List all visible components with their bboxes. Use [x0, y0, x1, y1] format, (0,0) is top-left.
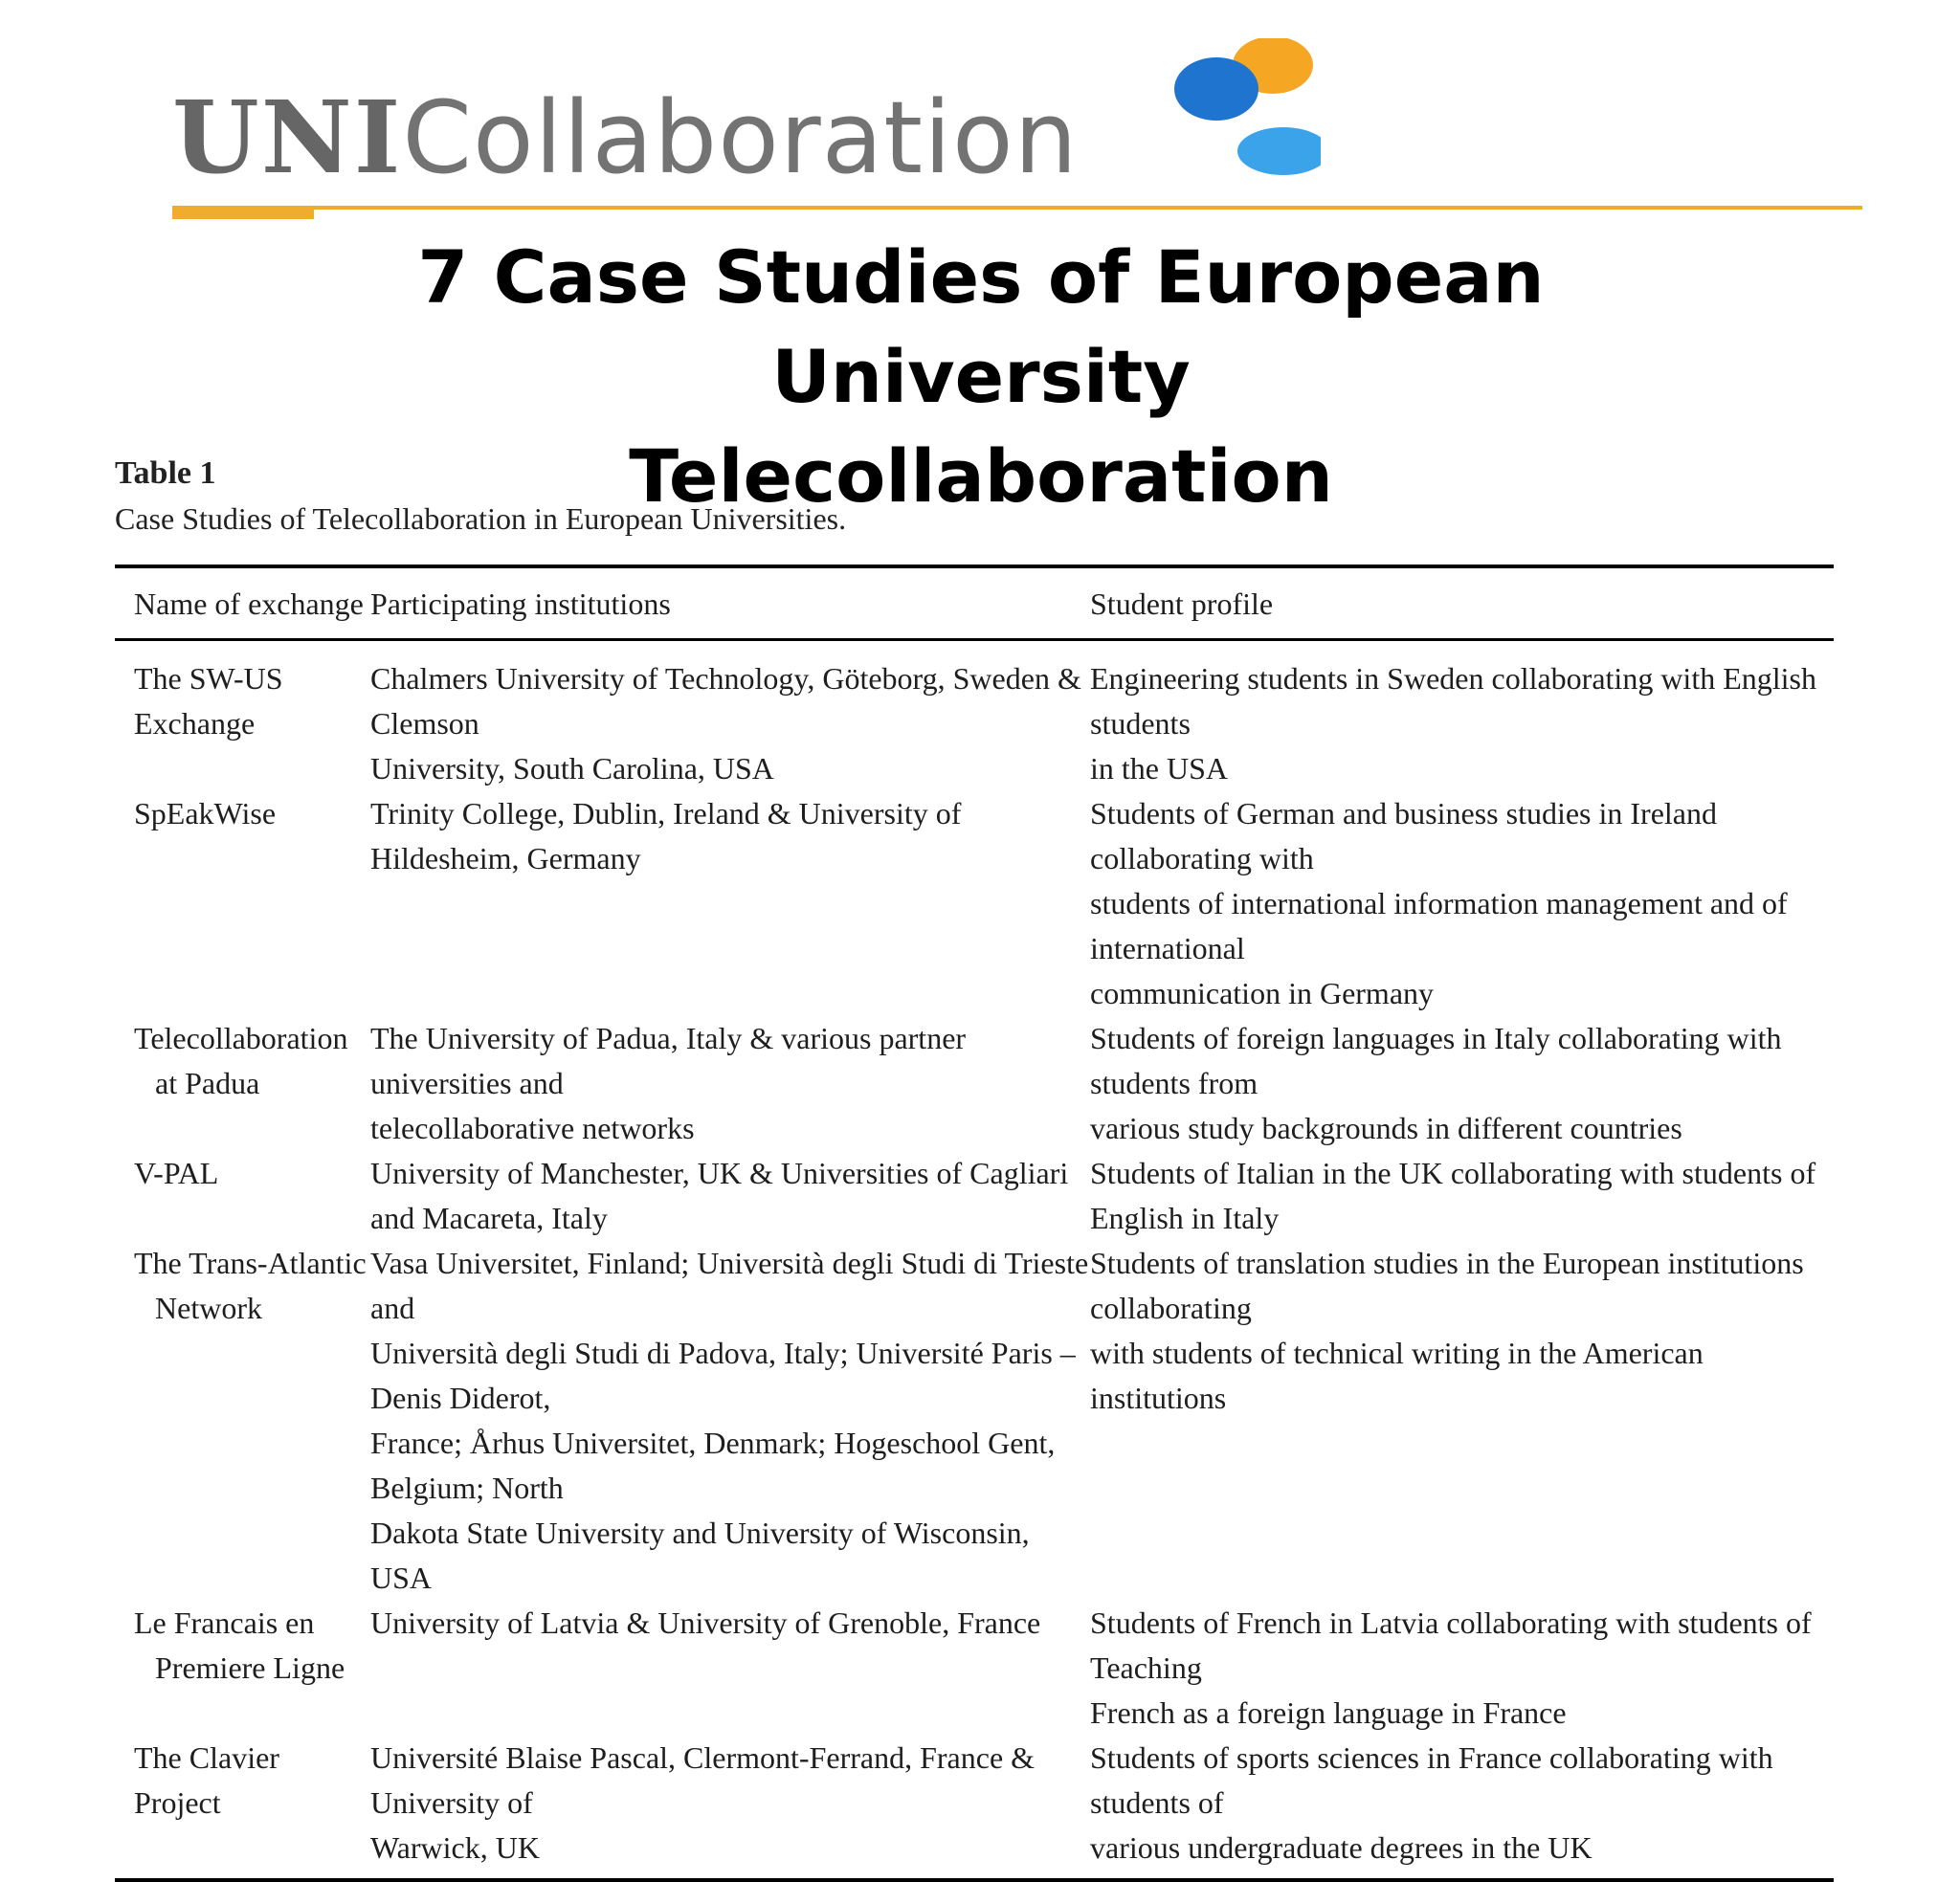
table-row: [115, 656, 1834, 791]
cell-text-line: at Padua: [155, 1066, 260, 1100]
table-row: [115, 1736, 1834, 1871]
cell-text-line: Trinity College, Dublin, Ireland & University of Hildesheim, Germany: [370, 796, 962, 875]
cell-text-line: Students of Italian in the UK collaborating with students of English in Italy: [1090, 1156, 1816, 1235]
exchange-name-cell: [115, 1016, 370, 1151]
cell-text-line: Students of German and business studies in Ireland collaborating with: [1090, 796, 1717, 875]
unicollaboration-logo: [172, 38, 1168, 196]
header-student-profile: Student profile: [1090, 587, 1274, 621]
cell-text-line: Warwick, UK: [370, 1830, 540, 1865]
institutions-cell: [370, 1601, 1090, 1736]
exchange-name-cell: [115, 791, 370, 1016]
cell-text-line: French as a foreign language in France: [1090, 1695, 1567, 1730]
cell-text-line: various undergraduate degrees in the UK: [1090, 1830, 1592, 1865]
cell-text-line: communication in Germany: [1090, 976, 1435, 1010]
dark-blue-bubble: [1174, 57, 1258, 121]
cell-text-line: The Trans-Atlantic: [134, 1246, 367, 1280]
cell-text-line: various study backgrounds in different countries: [1090, 1111, 1682, 1145]
cell-text-line: University of Latvia & University of Grenoble, France: [370, 1605, 1041, 1640]
student-profile-cell: [1090, 1016, 1834, 1151]
institutions-cell: [370, 1151, 1090, 1241]
cell-text-line: The University of Padua, Italy & various partner universities and: [370, 1021, 967, 1100]
cell-text-line: Engineering students in Sweden collaborating with English students: [1090, 661, 1816, 741]
table-caption: Case Studies of Telecollaboration in European Universities.: [115, 501, 847, 536]
table-body: [115, 641, 1834, 1871]
cell-text-line: Telecollaboration: [134, 1021, 348, 1055]
exchange-name-cell: [115, 1151, 370, 1241]
cell-text-line: France; Århus Universitet, Denmark; Hogeschool Gent, Belgium; North: [370, 1426, 1056, 1505]
header-divider-accent: [172, 206, 314, 219]
logo-uni: UNI: [172, 78, 403, 196]
cell-text-line: Students of French in Latvia collaborating with students of Teaching: [1090, 1605, 1812, 1685]
header-divider: [172, 206, 1862, 210]
student-profile-cell: [1090, 1601, 1834, 1736]
header-name-of-exchange: Name of exchange: [134, 587, 364, 621]
cell-text-line: Network: [155, 1291, 262, 1325]
cell-text-line: The Clavier Project: [134, 1740, 279, 1820]
cell-text-line: Students of translation studies in the European institutions collaborating: [1090, 1246, 1804, 1325]
table-row: [115, 1016, 1834, 1151]
slide-title-line1: 7 Case Studies of European University: [417, 234, 1545, 419]
institutions-cell: [370, 1016, 1090, 1151]
table-header-row: [115, 568, 1834, 638]
cell-text-line: V-PAL: [134, 1156, 219, 1190]
light-blue-bubble: [1237, 127, 1321, 175]
cell-text-line: The SW-US Exchange: [134, 661, 283, 741]
cell-text-line: Université Blaise Pascal, Clermont-Ferrand, France & University of: [370, 1740, 1036, 1820]
student-profile-cell: [1090, 791, 1834, 1016]
student-profile-cell: [1090, 1151, 1834, 1241]
speech-bubbles-icon: [995, 38, 1321, 182]
table-bottom-rule: [115, 1878, 1834, 1882]
header-participating-institutions: Participating institutions: [370, 587, 671, 621]
slide-title-line2: Telecollaboration: [629, 433, 1333, 519]
institutions-cell: [370, 1241, 1090, 1601]
logo-wordmark: [172, 78, 1079, 196]
table-row: [115, 1151, 1834, 1241]
cell-text-line: Chalmers University of Technology, Göteborg, Sweden & Clemson: [370, 661, 1081, 741]
table-row: [115, 1601, 1834, 1736]
exchange-name-cell: [115, 1601, 370, 1736]
table-row: [115, 791, 1834, 1016]
slide-title: [220, 228, 1742, 526]
table-row: [115, 1241, 1834, 1601]
student-profile-cell: [1090, 1736, 1834, 1871]
cell-text-line: Students of foreign languages in Italy collaborating with students from: [1090, 1021, 1782, 1100]
cell-text-line: Students of sports sciences in France collaborating with students of: [1090, 1740, 1773, 1820]
student-profile-cell: [1090, 1241, 1834, 1601]
case-studies-table: [115, 565, 1834, 1882]
cell-text-line: telecollaborative networks: [370, 1111, 695, 1145]
cell-text-line: Università degli Studi di Padova, Italy; Université Paris – Denis Diderot,: [370, 1336, 1076, 1415]
exchange-name-cell: [115, 1241, 370, 1601]
cell-text-line: University of Manchester, UK & Universities of Cagliari and Macareta, Italy: [370, 1156, 1069, 1235]
institutions-cell: [370, 656, 1090, 791]
cell-text-line: University, South Carolina, USA: [370, 751, 774, 786]
cell-text-line: in the USA: [1090, 751, 1228, 786]
cell-text-line: Vasa Universitet, Finland; Università degli Studi di Trieste and: [370, 1246, 1089, 1325]
table-label: Table 1: [115, 455, 216, 491]
institutions-cell: [370, 791, 1090, 1016]
exchange-name-cell: [115, 1736, 370, 1871]
cell-text-line: with students of technical writing in the American institutions: [1090, 1336, 1704, 1415]
cell-text-line: SpEakWise: [134, 796, 277, 830]
cell-text-line: Dakota State University and University of Wisconsin, USA: [370, 1516, 1030, 1595]
institutions-cell: [370, 1736, 1090, 1871]
exchange-name-cell: [115, 656, 370, 791]
student-profile-cell: [1090, 656, 1834, 791]
cell-text-line: students of international information management and of international: [1090, 886, 1788, 965]
cell-text-line: Le Francais en: [134, 1605, 315, 1640]
cell-text-line: Premiere Ligne: [155, 1650, 345, 1685]
logo-collaboration: Collaboration: [402, 79, 1079, 196]
